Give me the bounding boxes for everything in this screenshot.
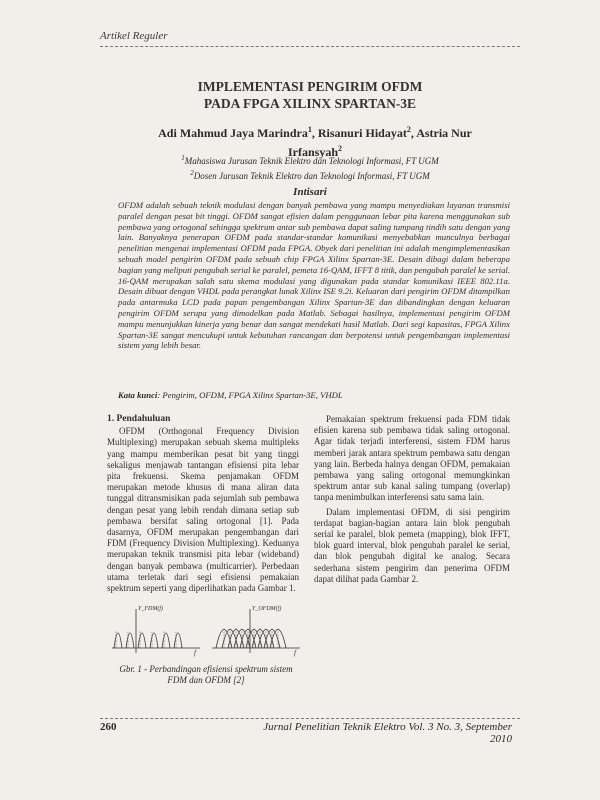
section-header: Artikel Reguler: [100, 30, 168, 42]
fdm-f-label: f: [194, 649, 196, 657]
ofdm-spectrum-plot: [212, 609, 300, 653]
section-heading: 1. Pendahuluan: [107, 414, 171, 424]
page-number: 260: [100, 721, 117, 733]
author-separator: ,: [311, 126, 318, 140]
abstract-heading: Intisari: [293, 186, 327, 198]
author-3: Astria Nur Irfansyah: [287, 126, 472, 159]
ofdm-f-label: f: [294, 649, 296, 657]
paragraph: Dalam implementasi OFDM, di sisi pengirim terdapat bagian-bagian antara lain blok pengubah serial ke paralel, blok pemeta (mapping), blok IFFT, blok guard interval, blok pengubah paralel ke serial, dan blok pengubah digital ke analog. Secara sederhana sistem pengirim dan penerima OFDM dapat dilihat pada Gambar 2.: [314, 506, 510, 584]
footer-divider: [100, 718, 520, 719]
journal-citation: Jurnal Penelitian Teknik Elektro Vol. 3 No. 3, September 2010: [263, 721, 512, 745]
affiliation-2-sup: 2: [190, 169, 194, 177]
fdm-axis-label: Y_FDM(f): [138, 606, 163, 612]
affiliation-2: [140, 167, 480, 182]
figure-caption: [106, 664, 306, 686]
affiliation-1-text: Mahasiswa Jurusan Teknik Elektro dan Teknologi Informasi, FT UGM: [184, 156, 439, 166]
affiliation-1: [140, 152, 480, 167]
keywords: [118, 390, 510, 400]
author-separator: ,: [410, 126, 417, 140]
spectrum-figure: [108, 603, 308, 663]
left-column: [107, 414, 299, 594]
title-line-1: IMPLEMENTASI PENGIRIM OFDM: [197, 79, 423, 94]
paragraph: Pemakaian spektrum frekuensi pada FDM tidak efisien karena sub pembawa tidak saling ortogonal. Agar tidak terjadi interferensi, sistem FDM harus memberi jarak antara spektrum pembawa satu dengan yang lain. Berbeda halnya dengan OFDM, pemakaian pembawa yang saling ortogonal memungkinkan spektrum antar sub kanal saling tumpang (overlap) tanpa menimbulkan interferensi satu sama lain.: [314, 414, 510, 503]
author-1: Adi Mahmud Jaya Marindra: [158, 126, 308, 140]
affiliation-1-sup: 1: [181, 154, 185, 162]
paragraph: OFDM (Orthogonal Frequency Division Multiplexing) merupakan sebuah skema multipleks yang mampu memberikan pesat bit yang tinggi sekaligus menjawab tantangan efisiensi pita lebar pita frekuensi. Skema penjamakan OFDM merupakan metode khusus di mana aliran data tunggal ditransmisikan pada sejumlah sub pembawa dengan pesat yang lebih rendah dimana setiap sub pembawa bersifat saling ortogonal [1]. Pada dasarnya, OFDM merupakan pengembangan dari FDM (Frequency Division Multiplexing). Keduanya merupakan teknik transmisi pita lebar (wideband) dengan banyak pembawa (multicarrier). Perbedaan utama terletak dari segi efisiensi pemakaian spektrum seperti yang diperlihatkan pada Gambar 1.: [107, 426, 299, 594]
affiliations: [140, 152, 480, 182]
paper-title: [100, 78, 520, 112]
caption-line-2: FDM dan OFDM [2]: [167, 675, 245, 685]
fdm-spectrum-plot: [112, 609, 200, 653]
affiliation-2-text: Dosen Jurusan Teknik Elektro dan Teknologi Informasi, FT UGM: [193, 171, 430, 181]
author-2: Risanuri Hidayat: [317, 126, 407, 140]
ofdm-axis-label: Y_OFDM(f): [252, 606, 282, 612]
author-1-sup: 1: [307, 125, 312, 134]
caption-line-1: Gbr. 1 - Perbandingan efisiensi spektrum sistem: [119, 664, 293, 674]
author-3-sup: 2: [338, 144, 342, 153]
author-2-sup: 2: [406, 125, 411, 134]
keywords-list: : Pengirim, OFDM, FPGA Xilinx Spartan-3E, VHDL: [157, 390, 343, 400]
keywords-label: Kata kunci: [118, 390, 158, 400]
abstract-text: OFDM adalah sebuah teknik modulasi dengan banyak pembawa yang mampu menyediakan layanan transmisi paralel dengan pesat bit tinggi. OFDM sangat efisien dalam penggunaan lebar pita karena menggunakan sub pembawa yang ortogonal sehingga spektrum antar sub pembawa dapat saling tumpang tindih satu dengan yang lain. Banyaknya penerapan OFDM pada standar-standar komunikasi menyebabkan munculnya berbagai penelitian mengenai implementasi OFDM pada FPGA. Obyek dari penelitian ini adalah mengimplementasikan sebuah model pengirim OFDM pada sebuah chip FPGA Xilinx Spartan-3E. Desain dibagi dalam beberapa bagian yang meliputi pengubah serial ke paralel, pemeta 16-QAM, IFFT 8 titik, dan pengubah paralel ke serial. 16-QAM merupakan salah satu skema modulasi yang digunakan pada standar komunikasi IEEE 802.11a. Desain dibuat dengan VHDL pada perangkat lunak Xilinx ISE 9.2i. Keluaran dari pengirim OFDM ditampilkan pada antarmuka LCD pada papan pengembangan Xilinx Spartan-3E dan dibandingkan dengan keluaran pengirim OFDM serupa yang dimodelkan pada Matlab. Sebagai hasilnya, implementasi pengirim OFDM mampu menunjukkan kinerja yang benar dan sangat mendekati hasil Matlab. Dari segi kapasitas, FPGA Xilinx Spartan-3E sangat mencukupi untuk kebutuhan rancangan dan berpotensi untuk pengembangan implementasi sistem yang lebih besar.: [118, 200, 510, 351]
right-column: [314, 414, 510, 585]
header-divider: [100, 46, 520, 47]
title-line-2: PADA FPGA XILINX SPARTAN-3E: [203, 96, 417, 111]
